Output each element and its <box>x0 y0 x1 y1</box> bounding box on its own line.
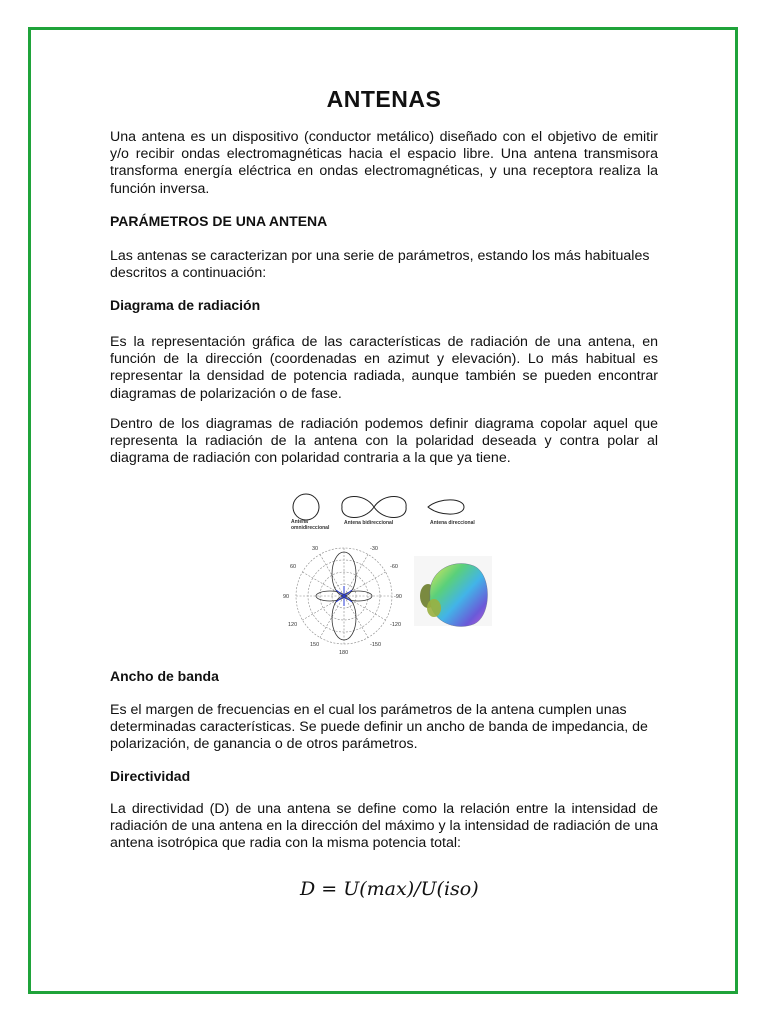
radiation-paragraph-1: Es la representación gráfica de las características de radiación de una antena, en función de la dirección (coordenadas en azimut y elevación). Lo más habitual es representar la densidad de potencia radiada, aunque también se pueden encontrar diagramas de polarización o de fase. <box>110 334 658 402</box>
caption-omni-2: omnidireccional <box>291 525 330 531</box>
section-heading-params: PARÁMETROS DE UNA ANTENA <box>110 213 328 229</box>
tick-150: 150 <box>310 642 320 648</box>
directivity-paragraph: La directividad (D) de una antena se define como la relación entre la intensidad de radiación de una antena en la dirección del máximo y la intensidad de radiación de una antena isotrópica que radia con la misma potencia total: <box>110 801 658 852</box>
tick-180: 180 <box>339 650 349 656</box>
directivity-formula: D = U(max)/U(iso) <box>300 878 479 900</box>
tick-minus-120: -120 <box>390 622 402 628</box>
heading-radiation-diagram: Diagrama de radiación <box>110 297 261 313</box>
tick-minus-30: -30 <box>370 546 378 552</box>
3d-radiation-lobe <box>414 556 492 626</box>
caption-directional: Antena direccional <box>430 520 475 526</box>
tick-60: 60 <box>290 564 297 570</box>
omni-pattern <box>293 494 319 520</box>
tick-90: 90 <box>283 594 290 600</box>
tick-minus-60: -60 <box>390 564 398 570</box>
tick-minus-90: -90 <box>394 594 402 600</box>
tick-30: 30 <box>312 546 319 552</box>
caption-omni-1: Antena <box>291 519 308 525</box>
page-title: ANTENAS <box>326 86 442 112</box>
heading-directivity: Directividad <box>110 768 191 784</box>
radiation-patterns-figure <box>278 486 496 658</box>
tick-minus-150: -150 <box>370 642 382 648</box>
tick-120: 120 <box>288 622 298 628</box>
bandwidth-paragraph: Es el margen de frecuencias en el cual los parámetros de la antena cumplen unas determinadas características. Se puede definir un ancho de banda de impedancia, de polarización, de ganancia o de otros parámetros. <box>110 702 648 753</box>
intro-paragraph: Una antena es un dispositivo (conductor metálico) diseñado con el objetivo de emitir y/o recibir ondas electromagnéticas hacia el espacio libre. Una antena transmisora transforma energía eléctrica en ondas electromagnéticas, y una receptora realiza la función inversa. <box>110 129 658 197</box>
caption-bidirectional: Antena bidireccional <box>344 520 394 526</box>
heading-bandwidth: Ancho de banda <box>110 668 219 684</box>
params-paragraph: Las antenas se caracterizan por una serie de parámetros, estando los más habituales descritos a continuación: <box>110 248 650 282</box>
directional-pattern <box>428 500 464 514</box>
bidirectional-pattern <box>342 496 406 517</box>
radiation-paragraph-2: Dentro de los diagramas de radiación podemos definir diagrama copolar aquel que representa la radiación de la antena con la polaridad deseada y contra polar al diagrama de radiación con polaridad contraria a la que ya tiene. <box>110 416 658 467</box>
